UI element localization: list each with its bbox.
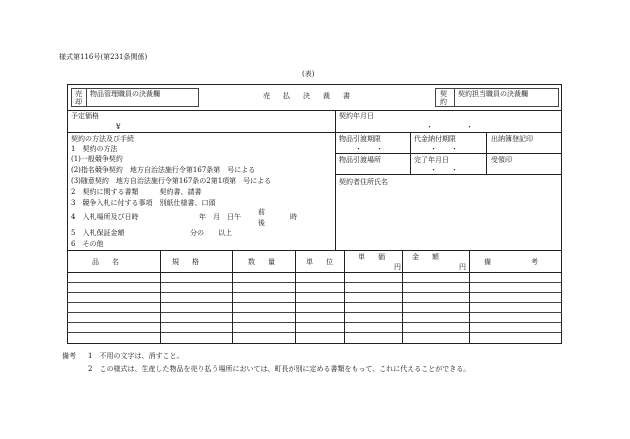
registration-seal-label: 出納簿登記印 — [491, 135, 533, 143]
method-line: 1 契約の方法 — [71, 145, 118, 153]
form-frame — [67, 84, 562, 344]
method-line: 分の 以上 — [190, 229, 232, 237]
method-line: (1)一般競争契約 — [71, 155, 123, 163]
divider — [295, 250, 296, 344]
date-dots: ・ ・ — [430, 166, 458, 174]
divider — [67, 110, 562, 111]
col-header-unit: 単位 — [306, 258, 346, 266]
delivery-period-label: 物品引渡期限 — [339, 135, 381, 143]
contract-mark-2: 約 — [440, 98, 447, 106]
method-line: 後 — [258, 219, 265, 227]
col-header-unit-price: 単価 — [358, 253, 398, 261]
divider — [67, 322, 562, 323]
method-heading: 契約の方法及び手続 — [71, 135, 134, 143]
divider — [67, 132, 562, 133]
delivery-place-label: 物品引渡場所 — [339, 156, 381, 164]
seller-mark-2: 却 — [75, 98, 82, 106]
document-title: 売払決裁書 — [263, 92, 363, 100]
method-line: 時 — [290, 213, 297, 221]
note-1: 1 不用の文字は、消すこと。 — [88, 352, 184, 360]
divider — [86, 88, 87, 107]
divider — [67, 332, 562, 333]
notes-label: 備考 — [62, 352, 76, 360]
col-header-qty: 数量 — [248, 258, 288, 266]
method-line: 年 月 日午 — [199, 213, 241, 221]
divider — [335, 174, 562, 175]
divider — [335, 110, 336, 250]
method-line: 前 — [258, 208, 265, 216]
method-line: 4 入札場所及び日時 — [71, 213, 139, 221]
method-line: (2)指名競争契約 地方自治法施行令第167条第 号による — [71, 166, 256, 174]
completion-date-label: 完了年月日 — [414, 156, 449, 164]
divider — [454, 88, 455, 107]
divider — [67, 312, 562, 313]
divider — [67, 292, 562, 293]
divider — [67, 272, 562, 273]
date-dot: ・ — [426, 123, 433, 131]
form-number: 様式第116号(第231条関係) — [59, 53, 148, 61]
unit-price-yen: 円 — [394, 263, 401, 271]
contractor-label: 契約者住所氏名 — [339, 178, 388, 186]
col-header-remarks: 備考 — [484, 258, 578, 266]
col-header-amount: 金額 — [412, 253, 452, 261]
divider — [160, 250, 161, 344]
receipt-seal-label: 受領印 — [491, 156, 512, 164]
seller-mark-1: 売 — [75, 90, 82, 98]
col-header-spec: 規格 — [172, 258, 212, 266]
date-dot: ・ — [466, 123, 473, 131]
method-line: 5 入札保証金額 — [71, 229, 125, 237]
divider — [67, 282, 562, 283]
method-line: 6 その他 — [71, 240, 104, 248]
contract-approval-label: 契約担当職員の決裁欄 — [458, 90, 528, 98]
note-2: 2 この様式は、生産した物品を売り払う場所においては、町長が別に定める書類をもって、これに代えることができる。 — [88, 365, 471, 373]
date-dots: ・ ・ — [355, 145, 383, 153]
contract-mark-1: 契 — [440, 90, 447, 98]
method-line: 2 契約に関する書類 契約書、請書 — [71, 188, 202, 196]
col-header-item: 品名 — [92, 258, 132, 266]
amount-yen: 円 — [459, 263, 466, 271]
seller-approval-label: 物品管理職員の決裁欄 — [90, 90, 160, 98]
divider — [402, 250, 403, 344]
divider — [335, 153, 562, 154]
divider — [67, 302, 562, 303]
contract-date-label: 契約年月日 — [339, 112, 374, 120]
payment-period-label: 代金納付期限 — [414, 135, 456, 143]
divider — [232, 250, 233, 344]
method-line: 3 競争入札に付する事項 別紙仕様書、口頭 — [71, 199, 216, 207]
divider — [469, 250, 470, 344]
side-label: (表) — [302, 70, 315, 78]
method-line: (3)随意契約 地方自治法施行令第167条の2第1項第 号による — [71, 177, 272, 185]
date-dots: ・ ・ — [430, 145, 458, 153]
divider — [67, 250, 562, 251]
yen-sign: ¥ — [116, 123, 121, 131]
planned-price-label: 予定価格 — [71, 112, 99, 120]
